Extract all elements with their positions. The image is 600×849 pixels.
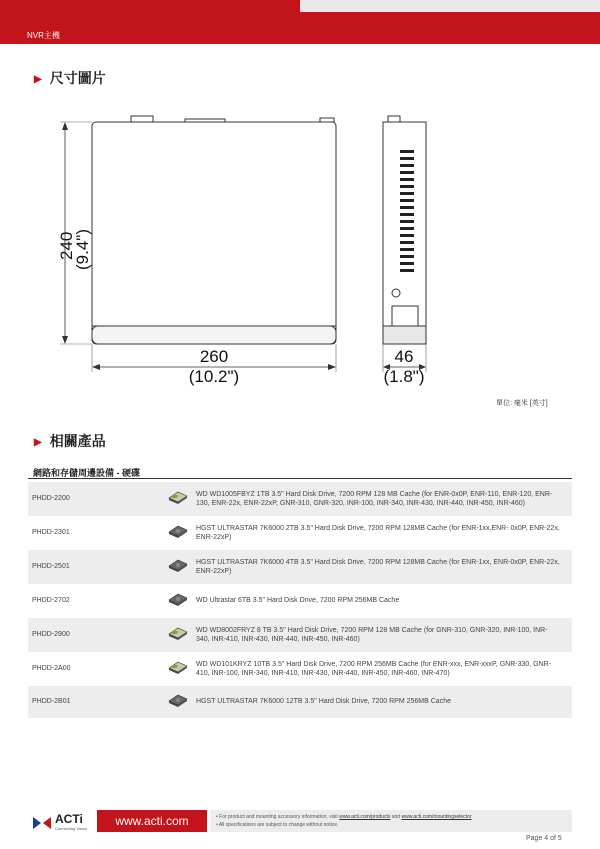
product-description: WD WD8002FRYZ 8 TB 3.5" Hard Disk Drive, 7200 RPM 128 MB Cache (for GNR-310, GNR-320, INR-100, INR-340, INR-410, INR-430, INR-440, INR-450, INR-460): [195, 618, 572, 652]
gray-hdd-icon: [161, 686, 195, 718]
product-description: WD WD101KRYZ 10TB 3.5" Hard Disk Drive, 7200 RPM 256MB Cache (for ENR-xxx, ENR-xxxP, GNR-330, GNR-410, INR-100, INR-340, INR-410, INR-430, INR-440, INR-450, INR-460, INR-470): [196, 660, 552, 677]
product-code: PHDD-2200: [28, 482, 161, 516]
product-row: [28, 652, 572, 686]
depth-mm-label: 46: [394, 347, 414, 366]
header-title: NVR主機: [27, 31, 60, 40]
triangle-bullet-icon: ▶: [34, 437, 42, 448]
product-row: [28, 686, 572, 718]
product-code: PHDD-2B01: [28, 686, 161, 718]
footer-notes: [210, 810, 572, 832]
product-code: PHDD-2702: [32, 597, 70, 605]
unit-note: 單位: 毫米 [英寸]: [496, 400, 548, 407]
category-subheading: 網路和存儲周邊設備 - 硬碟: [33, 468, 140, 478]
footer-note-1: • For product and mounting accessory information, visit www.acti.com/products and www.acti.com/mountingselector: [216, 814, 472, 820]
width-in-label: (10.2"): [188, 367, 240, 386]
green-hdd-icon: [161, 618, 195, 652]
product-description: WD WD1005FBYZ 1TB 3.5" Hard Disk Drive, 7200 RPM 128 MB Cache (for ENR-0x0P, ENR-110, ENR-120, ENR-130, ENR-22x, ENR-22xP, GNR-310, GNR-320, INR-100, INR-340, INR-430, INR-440, INR-450, INR-460): [195, 482, 572, 516]
product-description: HGST ULTRASTAR 7K6000 12TB 3.5" Hard Disk Drive, 7200 RPM 256MB Cache: [195, 686, 572, 718]
height-in-label: (9.4"): [73, 229, 92, 270]
product-row: [28, 550, 572, 584]
logo-brand: ACTi: [55, 812, 83, 826]
footer-note-2: • All specifications are subject to change without notice.: [216, 822, 339, 828]
green-hdd-icon: [161, 482, 195, 516]
gray-hdd-icon: [161, 516, 195, 550]
gray-hdd-icon: [161, 584, 195, 618]
front-view: [60, 116, 336, 372]
products-link[interactable]: www.acti.com/products: [339, 814, 391, 820]
triangle-bullet-icon: ▶: [34, 74, 42, 85]
depth-in-label: (1.8"): [383, 367, 425, 386]
product-description: HGST ULTRASTAR 7K6000 4TB 3.5" Hard Disk Drive, 7200 RPM 128MB Cache (for ENR-1xx, ENR-0x0P, ENR-22x, ENR-22xP): [195, 550, 572, 584]
product-row: [28, 584, 572, 618]
side-view: [383, 116, 426, 372]
product-row: [28, 516, 572, 550]
green-hdd-icon: [161, 652, 195, 686]
page-number: Page 4 of 5: [526, 835, 562, 842]
width-mm-label: 260: [199, 347, 229, 366]
dimensions-heading-text: 尺寸圖片: [49, 70, 106, 86]
product-code: PHDD-2900: [28, 618, 161, 652]
dimension-drawing: [0, 0, 600, 400]
product-description: HGST ULTRASTAR 7K6000 2TB 3.5" Hard Disk Drive, 7200 RPM 128MB Cache (for ENR-1xx,ENR- 0x0P, ENR-22x, ENR-22xP): [196, 524, 560, 541]
product-row: [28, 618, 572, 652]
category-rule: [28, 478, 572, 479]
related-heading: [34, 431, 106, 451]
product-code: PHDD-2501: [28, 550, 161, 584]
product-code: PHDD-2301: [32, 529, 70, 537]
footer-url-link[interactable]: www.acti.com: [97, 810, 207, 832]
logo-tagline: Connecting Vision: [55, 826, 88, 831]
product-row: [28, 482, 572, 516]
product-table: [28, 482, 572, 718]
product-code: PHDD-2A00: [32, 665, 71, 673]
mounting-selector-link[interactable]: www.acti.com/mountingselector: [401, 814, 472, 820]
acti-logo-icon: [33, 817, 51, 829]
related-heading-text: 相關產品: [49, 433, 106, 449]
height-mm-label: 240: [57, 231, 76, 260]
gray-hdd-icon: [161, 550, 195, 584]
product-description: WD Ultrastar 6TB 3.5" Hard Disk Drive, 7200 RPM 256MB Cache: [196, 597, 400, 605]
acti-logo: [33, 812, 88, 834]
